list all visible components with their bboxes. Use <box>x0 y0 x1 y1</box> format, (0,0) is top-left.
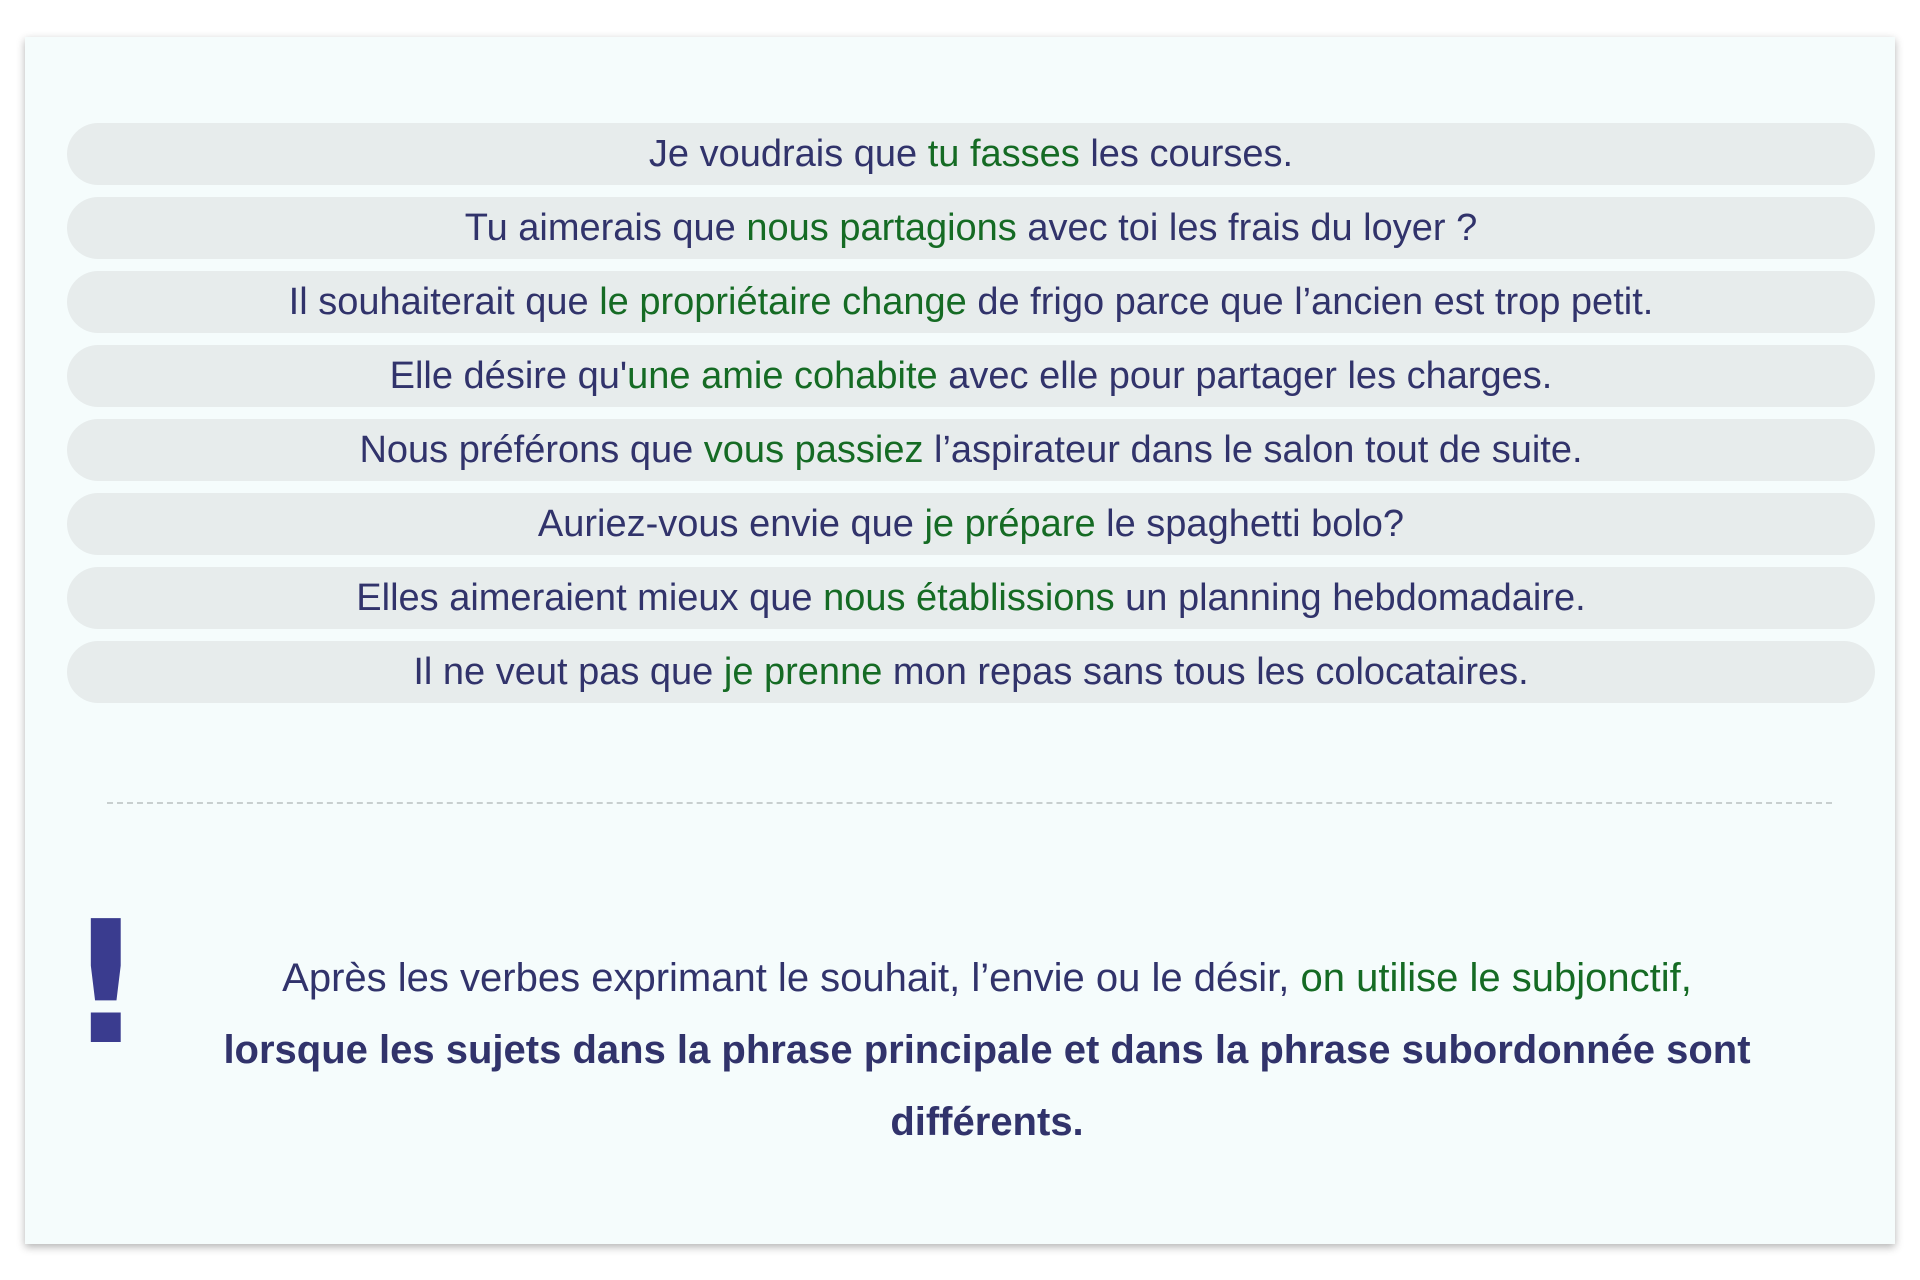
example-sentence-row <box>67 345 1875 407</box>
sentence-start: Elle désire qu' <box>389 355 628 397</box>
example-sentence-list <box>67 123 1875 715</box>
grammar-rule-note <box>67 885 1875 1157</box>
subjunctive-verb-highlight: nous établissions <box>823 577 1115 619</box>
example-sentence-row <box>67 197 1875 259</box>
subjunctive-verb-highlight: le propriétaire change <box>599 281 967 323</box>
rule-text-bold: lorsque les sujets dans la phrase principale et dans la phrase subordonnée sont différents. <box>223 1028 1762 1144</box>
rule-text-highlight: on utilise le subjonctif, <box>1300 956 1692 1000</box>
sentence-end: mon repas sans tous les colocataires. <box>882 651 1529 693</box>
example-sentence-row <box>67 271 1875 333</box>
sentence-end: l’aspirateur dans le salon tout de suite. <box>923 429 1583 471</box>
example-sentence-row <box>67 123 1875 185</box>
sentence-start: Il souhaiterait que <box>288 281 600 323</box>
sentence-end: un planning hebdomadaire. <box>1114 577 1586 619</box>
sentence-start: Auriez-vous envie que <box>537 503 925 545</box>
subjunctive-verb-highlight: je prépare <box>924 503 1096 545</box>
sentence-start: Nous préférons que <box>359 429 704 471</box>
subjunctive-verb-highlight: une amie cohabite <box>627 355 938 397</box>
example-sentence-row <box>67 419 1875 481</box>
sentence-end: les courses. <box>1079 133 1294 175</box>
sentence-end: avec toi les frais du loyer ? <box>1016 207 1478 249</box>
example-sentence-row <box>67 567 1875 629</box>
sentence-end: le spaghetti bolo? <box>1095 503 1405 545</box>
rule-text-plain: Après les verbes exprimant le souhait, l’envie ou le désir, <box>282 956 1301 1000</box>
sentence-start: Tu aimerais que <box>464 207 747 249</box>
exclamation-icon: ! <box>67 885 145 1083</box>
example-sentence-row <box>67 641 1875 703</box>
sentence-end: avec elle pour partager les charges. <box>937 355 1553 397</box>
subjunctive-verb-highlight: vous passiez <box>703 429 924 471</box>
subjunctive-verb-highlight: nous partagions <box>746 207 1017 249</box>
subjunctive-verb-highlight: je prenne <box>723 651 883 693</box>
sentence-start: Je voudrais que <box>648 133 928 175</box>
sentence-start: Il ne veut pas que <box>413 651 724 693</box>
dashed-divider <box>107 802 1832 804</box>
grammar-card <box>25 37 1895 1244</box>
sentence-start: Elles aimeraient mieux que <box>356 577 824 619</box>
subjunctive-verb-highlight: tu fasses <box>927 133 1080 175</box>
rule-text <box>137 942 1837 1158</box>
example-sentence-row <box>67 493 1875 555</box>
sentence-end: de frigo parce que l’ancien est trop petit. <box>966 281 1654 323</box>
